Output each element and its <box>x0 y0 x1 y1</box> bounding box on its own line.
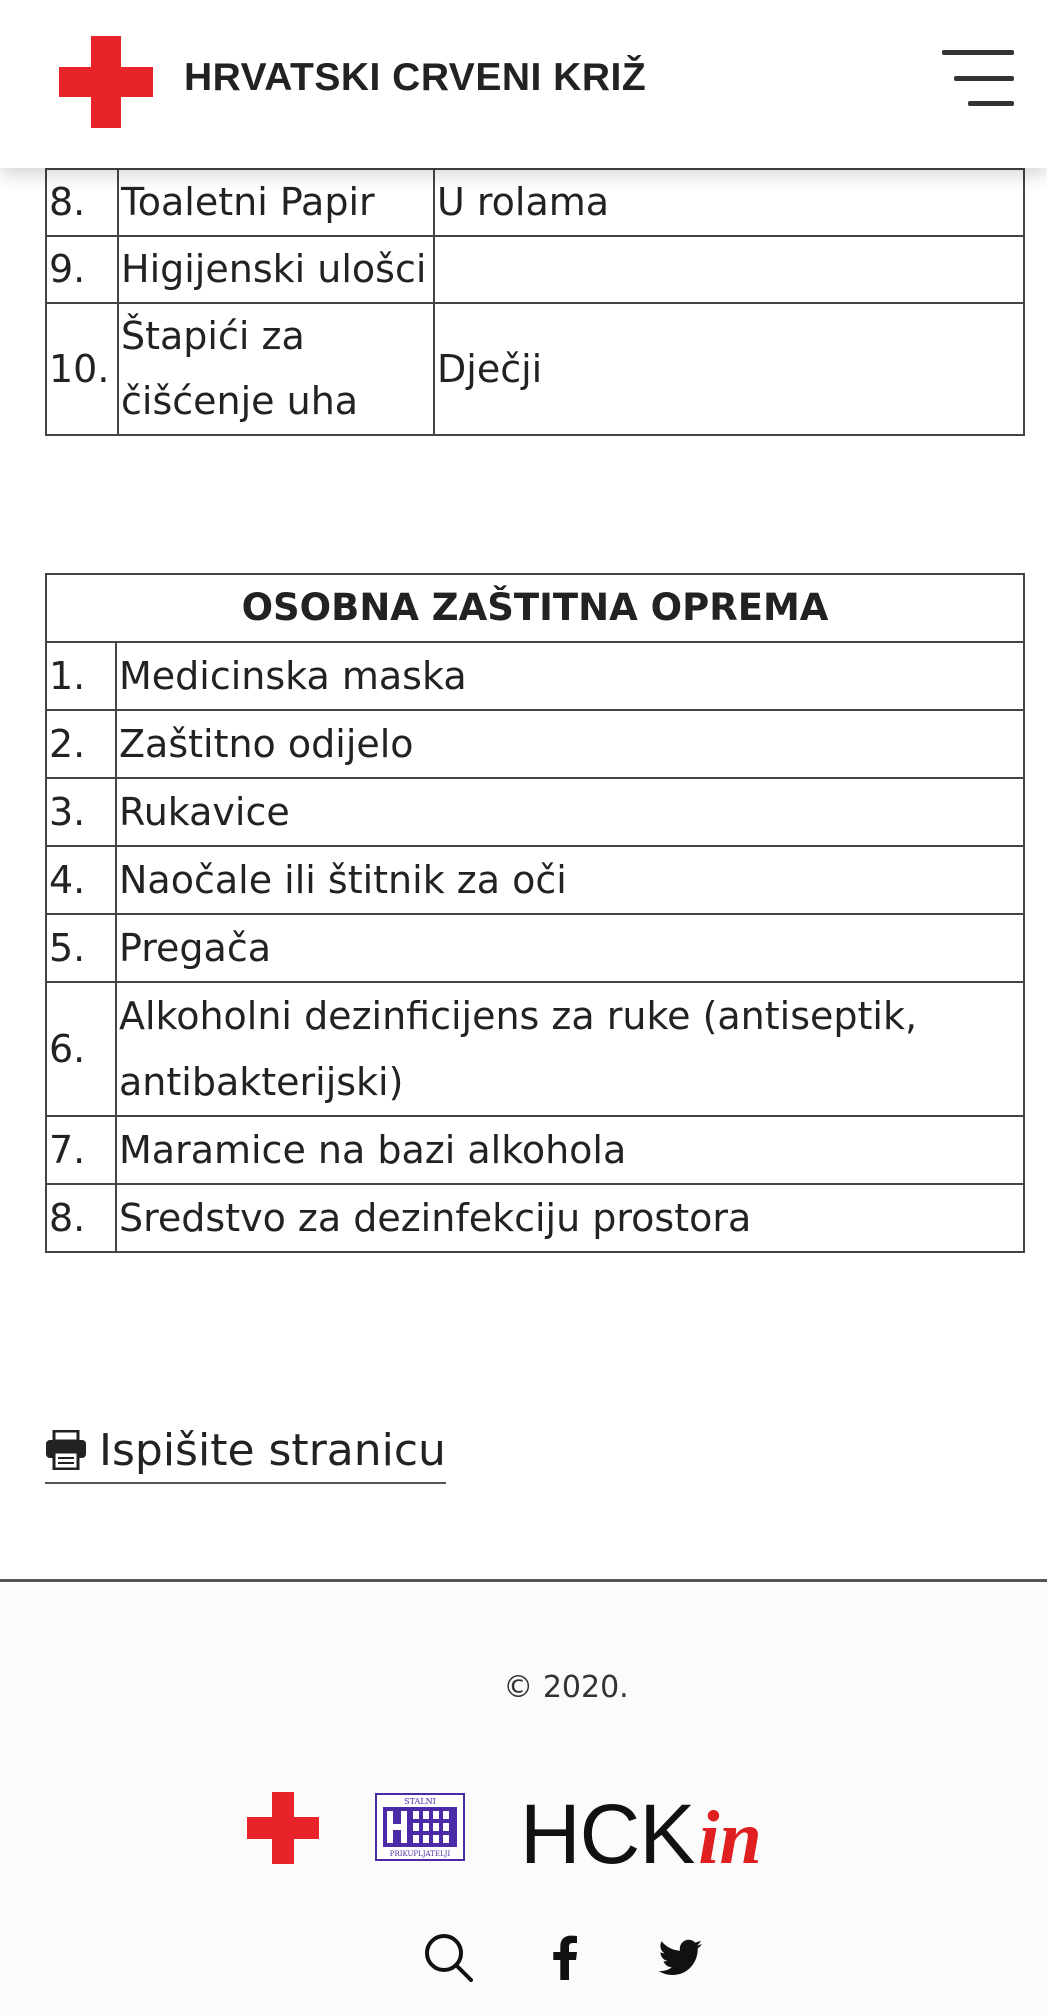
row-number: 3. <box>46 778 116 846</box>
row-number: 9. <box>46 236 118 303</box>
row-number: 8. <box>46 169 118 236</box>
item-name: Toaletni Papir <box>118 169 434 236</box>
table-row <box>46 1184 1024 1252</box>
row-number: 7. <box>46 1116 116 1184</box>
table-title: OSOBNA ZAŠTITNA OPREMA <box>46 574 1024 642</box>
item-name: Sredstvo za dezinfekciju prostora <box>116 1184 1024 1252</box>
hpi-logo-bottom-text: PRIKUPLJATELJI <box>389 1850 451 1858</box>
facebook-icon[interactable] <box>540 1932 592 1984</box>
item-name: Maramice na bazi alkohola <box>116 1116 1024 1184</box>
hck-in-text: in <box>698 1796 762 1880</box>
item-name: Medicinska maska <box>116 642 1024 710</box>
row-number: 4. <box>46 846 116 914</box>
hck-text: HCK <box>520 1787 695 1881</box>
table-row <box>46 1116 1024 1184</box>
hpi-logo-top-text: STALNI <box>404 1797 436 1806</box>
table-row <box>46 236 1024 303</box>
table-row <box>46 303 1024 435</box>
hckin-logo[interactable] <box>520 1786 762 1881</box>
table-row <box>46 169 1024 236</box>
stalni-prikupljatelji-logo[interactable] <box>375 1793 465 1861</box>
hygiene-table <box>45 168 1025 436</box>
item-note <box>434 236 1024 303</box>
row-number: 8. <box>46 1184 116 1252</box>
search-icon[interactable] <box>423 1932 475 1984</box>
item-name: Higijenski ulošci <box>118 236 434 303</box>
item-name: Štapići za čišćenje uha <box>118 303 434 435</box>
printer-icon <box>45 1430 87 1470</box>
row-number: 5. <box>46 914 116 982</box>
table-row <box>46 846 1024 914</box>
table-row <box>46 914 1024 982</box>
item-name: Zaštitno odijelo <box>116 710 1024 778</box>
protective-equipment-table <box>45 573 1025 1253</box>
table-row <box>46 982 1024 1116</box>
site-header <box>0 0 1047 168</box>
item-name: Pregača <box>116 914 1024 982</box>
item-name: Rukavice <box>116 778 1024 846</box>
red-cross-icon[interactable] <box>59 36 153 128</box>
row-number: 6. <box>46 982 116 1116</box>
table-row <box>46 642 1024 710</box>
twitter-icon[interactable] <box>654 1932 706 1984</box>
red-cross-icon[interactable] <box>247 1792 319 1864</box>
copyright-text: © 2020. <box>503 1670 629 1705</box>
print-page-link[interactable] <box>45 1422 446 1484</box>
brand-title[interactable]: HRVATSKI CRVENI KRIŽ <box>184 56 647 99</box>
row-number: 2. <box>46 710 116 778</box>
table-row <box>46 778 1024 846</box>
hamburger-menu-icon[interactable] <box>938 50 1014 108</box>
item-name: Alkoholni dezinficijens za ruke (antiseptik, antibakterijski) <box>116 982 1024 1116</box>
print-page-label: Ispišite stranicu <box>99 1424 446 1476</box>
item-name: Naočale ili štitnik za oči <box>116 846 1024 914</box>
table-row <box>46 710 1024 778</box>
row-number: 1. <box>46 642 116 710</box>
item-note: U rolama <box>434 169 1024 236</box>
item-note: Dječji <box>434 303 1024 435</box>
row-number: 10. <box>46 303 118 435</box>
